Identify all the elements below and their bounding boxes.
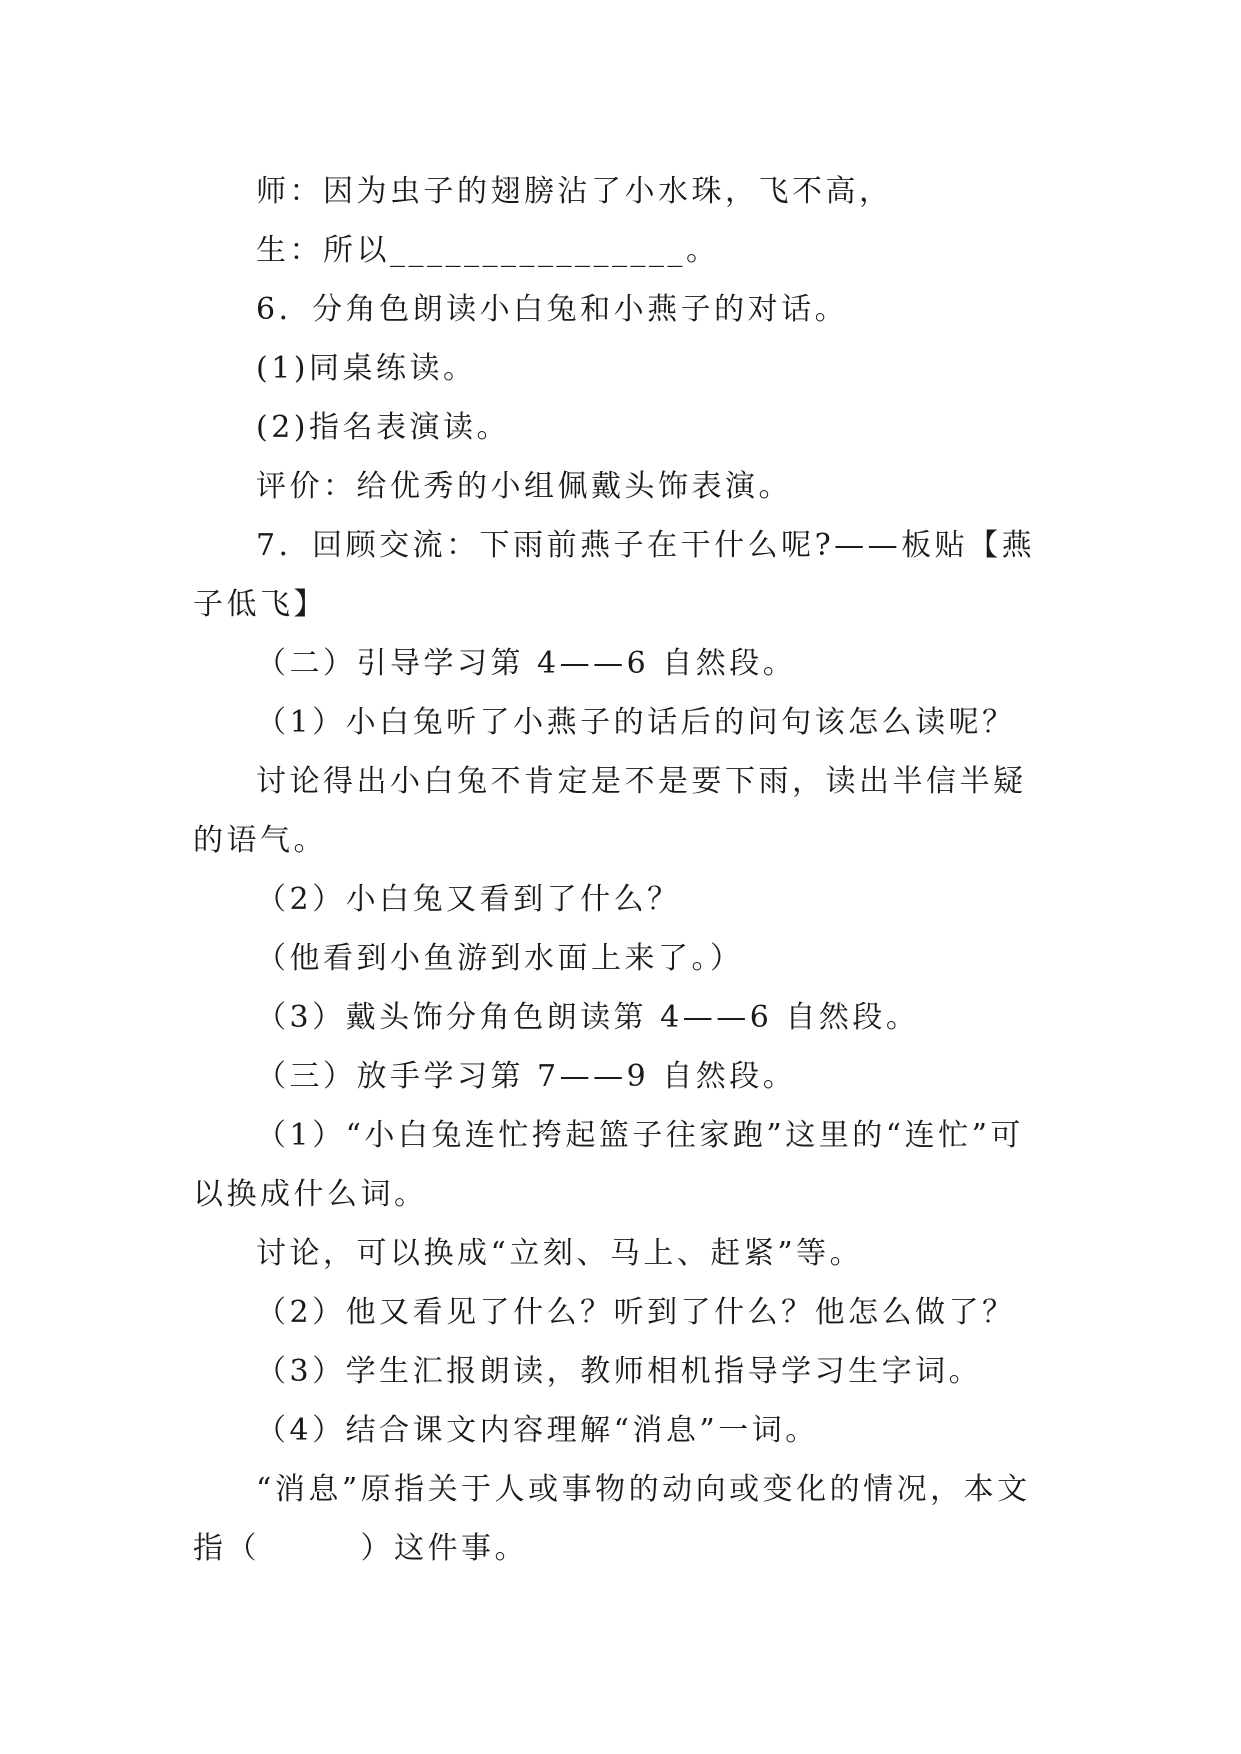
paragraph: （三）放手学习第 7——9 自然段。	[256, 1059, 797, 1094]
paragraph: （3）戴头饰分角色朗读第 4——6 自然段。	[256, 1000, 920, 1035]
paragraph: （1）“小白兔连忙挎起篮子往家跑”这里的“连忙”可以换成什么词。	[193, 1118, 1024, 1212]
paragraph: “消息”原指关于人或事物的动向或变化的情况，本文指（ ）这件事。	[193, 1472, 1031, 1566]
paragraph: （二）引导学习第 4——6 自然段。	[256, 646, 797, 681]
paragraph: 讨论得出小白兔不肯定是不是要下雨，读出半信半疑的语气。	[193, 764, 1027, 858]
paragraph: （1）小白兔听了小燕子的话后的问句该怎么读呢？	[256, 705, 1016, 740]
paragraph: 师：因为虫子的翅膀沾了小水珠，飞不高，	[256, 174, 893, 209]
paragraph: 6．分角色朗读小白兔和小燕子的对话。	[256, 292, 849, 327]
paragraph: （2）小白兔又看到了什么？	[256, 882, 681, 917]
paragraph: 7．回顾交流：下雨前燕子在干什么呢?——板贴【燕子低飞】	[193, 528, 1036, 622]
paragraph: （3）学生汇报朗读，教师相机指导学习生字词。	[256, 1354, 983, 1389]
paragraph: (2)指名表演读。	[256, 410, 510, 445]
paragraph: 评价：给优秀的小组佩戴头饰表演。	[256, 469, 792, 504]
paragraph: (1)同桌练读。	[256, 351, 477, 386]
paragraph: （他看到小鱼游到水面上来了。）	[256, 941, 744, 976]
document-body	[193, 162, 1053, 1578]
paragraph: 生：所以________________。	[256, 233, 720, 268]
paragraph: （2）他又看见了什么？听到了什么？他怎么做了？	[256, 1295, 1016, 1330]
paragraph: 讨论，可以换成“立刻、马上、赶紧”等。	[256, 1236, 864, 1271]
paragraph: （4）结合课文内容理解“消息”一词。	[256, 1413, 819, 1448]
